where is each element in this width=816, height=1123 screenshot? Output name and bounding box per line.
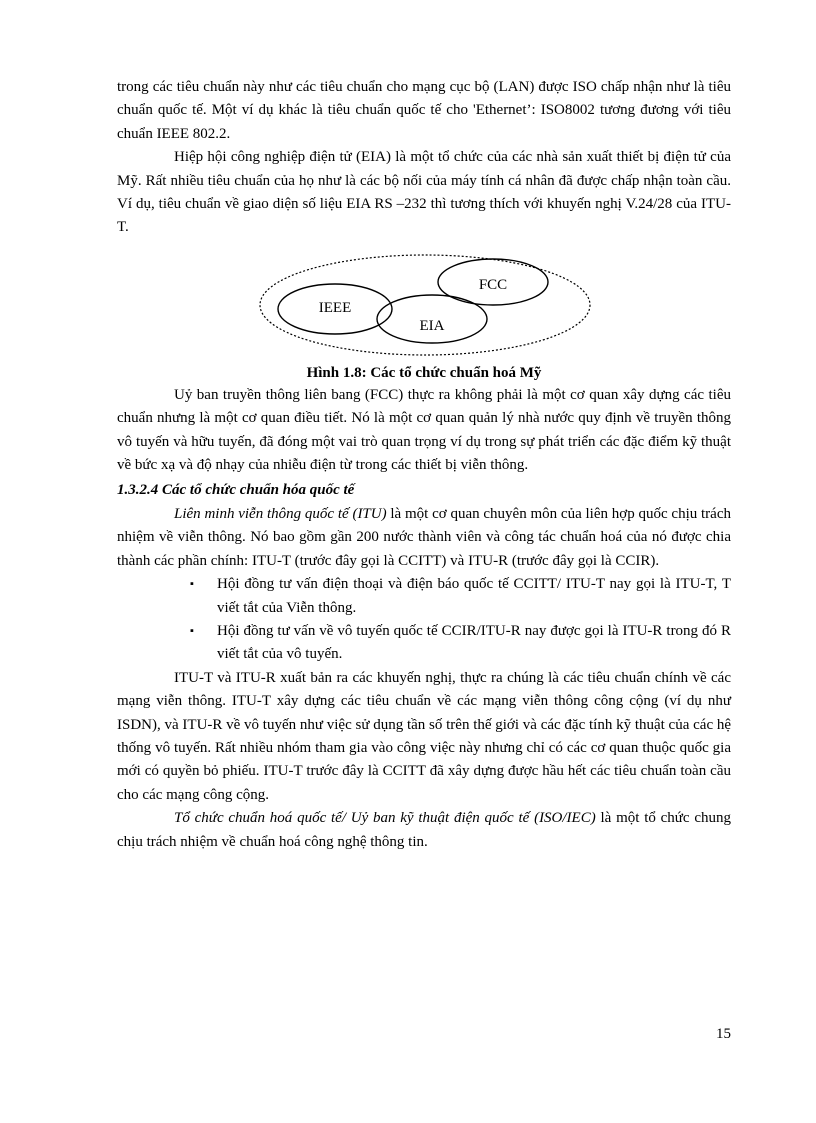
paragraph-iso-iec [117, 807, 731, 854]
list-item [117, 573, 731, 620]
list-item [117, 620, 731, 667]
iso-iec-name: Tổ chức chuẩn hoá quốc tế/ Uỷ ban kỹ thuật điện quốc tế (ISO/IEC) [174, 810, 596, 827]
paragraph-itu [117, 503, 731, 573]
document-page [117, 76, 731, 854]
bullet-icon: ▪ [190, 624, 194, 637]
figure-us-standards-orgs [117, 252, 731, 360]
fcc-label: FCC [478, 276, 508, 293]
paragraph-eia: Hiệp hội công nghiệp điện tử (EIA) là một tổ chức của các nhà sản xuất thiết bị điện tử của Mỹ. Rất nhiều tiêu chuẩn của họ như là các bộ nối của máy tính cá nhân đã được chấp nhận toàn cầu. Ví dụ, tiêu chuẩn về giao diện số liệu EIA RS –232 thì tương thích với khuyến nghị V.24/28 của ITU-T. [117, 149, 731, 236]
iso-iec-description: là một tổ chức chung chịu trách nhiệm về chuẩn hoá công nghệ thông tin. [117, 810, 732, 850]
list-item-text: Hội đồng tư vấn về vô tuyến quốc tế CCIR/ITU-R nay được gọi là ITU-R trong đó R viết tắt của vô tuyến. [217, 622, 731, 663]
paragraph-fcc: Uỷ ban truyền thông liên bang (FCC) thực ra không phải là một cơ quan xây dựng các tiêu chuẩn nhưng là một cơ quan điều tiết. Nó là một cơ quan quản lý nhà nước quy định về truyền thông vô tuyến và hữu tuyến, đã đóng một vai trò quan trọng ví dụ trong sự phát triển các đặc điểm kỹ thuật về bức xạ và độ nhạy của nhiễu điện từ trong các thiết bị viễn thông. [117, 386, 731, 474]
list-item-text: Hội đồng tư vấn điện thoại và điện báo quốc tế CCITT/ ITU-T nay gọi là ITU-T, T viết tắt của Viễn thông. [217, 576, 731, 616]
eia-label: EIA [419, 317, 445, 334]
itu-description: là một cơ quan chuyên môn của liên hợp quốc chịu trách nhiệm về viễn thông. Nó bao gồm gần 200 nước thành viên và công tác chuẩn hoá của nó được chia thành các phần chính: ITU-T (trước đây gọi là CCITT) và ITU-R (trước đây gọi là CCIR). [117, 505, 731, 569]
itu-name: Liên minh viễn thông quốc tế (ITU) [174, 505, 387, 522]
bullet-list [117, 573, 731, 667]
section-heading: 1.3.2.4 Các tổ chức chuẩn hóa quốc tế [117, 482, 355, 499]
paragraph-itu-recommendations: ITU-T và ITU-R xuất bản ra các khuyến nghị, thực ra chúng là các tiêu chuẩn chính về các mạng viễn thông. ITU-T xây dựng các tiêu chuẩn về các mạng viễn thông công cộng (ví dụ như ISDN), và ITU-R về vô tuyến như việc sử dụng tần số trên thế giới và các đặc tính kỹ thuật của các hệ thống vô tuyến. Rất nhiều nhóm tham gia vào công việc này nhưng chỉ có các cơ quan thuộc quốc gia mới có quyền bỏ phiếu. ITU-T trước đây là CCITT đã xây dựng được hầu hết các tiêu chuẩn toàn cầu cho các mạng công cộng. [117, 669, 732, 803]
ieee-label: IEEE [318, 299, 352, 316]
bullet-icon: ▪ [190, 578, 194, 591]
figure-caption: Hình 1.8: Các tổ chức chuẩn hoá Mỹ [306, 364, 542, 381]
paragraph-iso-lan: trong các tiêu chuẩn này như các tiêu chuẩn cho mạng cục bộ (LAN) được ISO chấp nhận như là tiêu chuẩn quốc tế. Một ví dụ khác là tiêu chuẩn quốc tế cho 'Ethernet’: ISO8002 tương đương với tiêu chuẩn IEEE 802.2. [117, 79, 731, 142]
venn-diagram [257, 252, 595, 358]
page-number: 15 [716, 1026, 731, 1042]
